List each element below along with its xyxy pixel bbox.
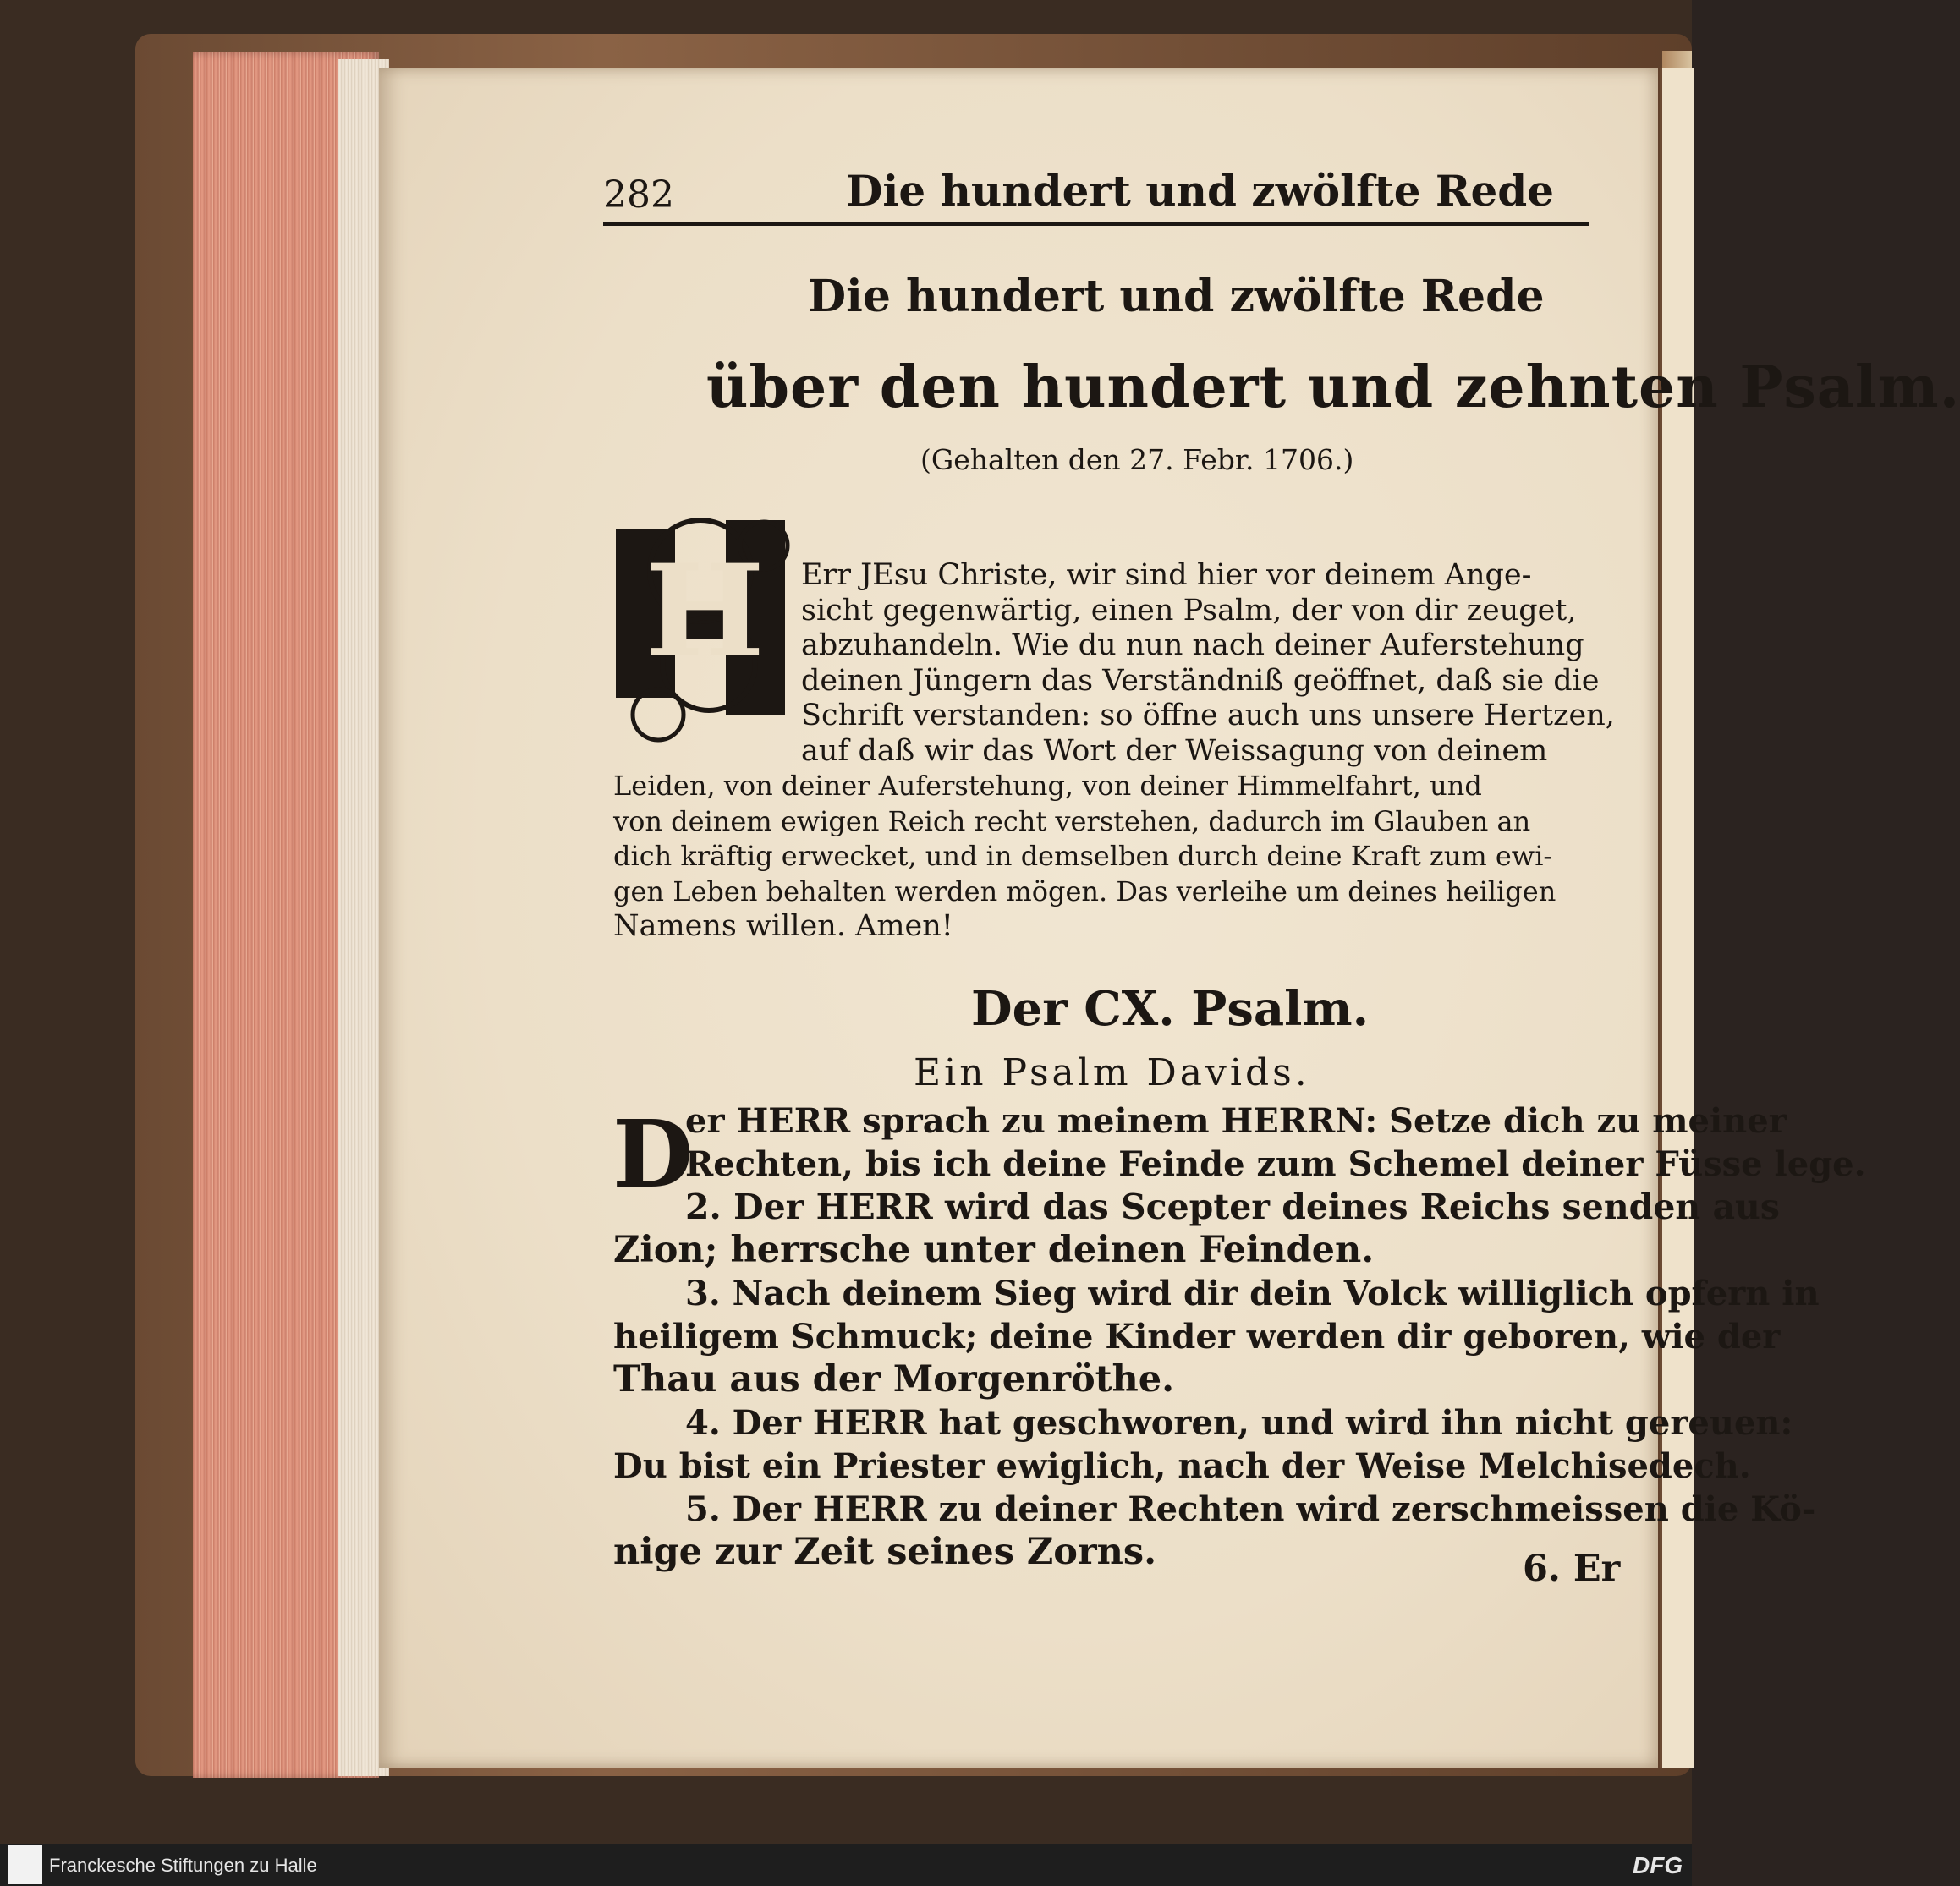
verse-line: 4. Der HERR hat geschworen, und wird ihn nicht gereuen: bbox=[685, 1403, 1793, 1443]
verse-line: Rechten, bis ich deine Feinde zum Schemel deiner Füsse lege. bbox=[685, 1144, 1866, 1184]
dfg-logo: DFG bbox=[1633, 1852, 1683, 1878]
chapter-title-text: Die hundert und zwölfte Rede bbox=[808, 271, 1545, 322]
prayer-line: Leiden, von deiner Auferstehung, von deiner Himmelfahrt, und bbox=[613, 770, 1482, 802]
verse-line: heiligem Schmuck; deine Kinder werden dir geboren, wie der bbox=[613, 1317, 1781, 1357]
institution-name: Franckesche Stiftungen zu Halle bbox=[49, 1855, 317, 1876]
verse-line: 2. Der HERR wird das Scepter deines Reichs senden aus bbox=[685, 1187, 1780, 1227]
opening-prayer bbox=[613, 558, 1615, 945]
verse-line: Thau aus der Morgenröthe. bbox=[613, 1358, 1175, 1401]
prayer-line: deinen Jüngern das Verständniß geöffnet, daß sie die bbox=[801, 663, 1600, 698]
svg-text:H: H bbox=[645, 537, 765, 686]
psalm-subheading: Ein Psalm Davids. bbox=[914, 1051, 1310, 1094]
verse-line: nige zur Zeit seines Zorns. bbox=[613, 1531, 1157, 1573]
chapter-subtitle: über den hundert und zehnten Psalm. bbox=[706, 354, 1960, 421]
prayer-line: abzuhandeln. Wie du nun nach deiner Auferstehung bbox=[801, 628, 1584, 662]
verse-line: Zion; herrsche unter deinen Feinden. bbox=[613, 1229, 1375, 1271]
page-number: 282 bbox=[603, 173, 674, 217]
prayer-line: Namens willen. Amen! bbox=[613, 909, 953, 943]
psalm-heading: Der CX. Psalm. bbox=[971, 981, 1370, 1037]
catchword: 6. Er bbox=[1523, 1548, 1621, 1590]
prayer-line: dich kräftig erwecket, und in demselben durch deine Kraft zum ewi- bbox=[613, 840, 1553, 872]
prayer-line: Schrift verstanden: so öffne auch uns unsere Hertzen, bbox=[801, 699, 1615, 732]
prayer-line: gen Leben behalten werden mögen. Das verleihe um deines heiligen bbox=[613, 874, 1556, 907]
verse-line: 5. Der HERR zu deiner Rechten wird zerschmeissen die Kö- bbox=[685, 1489, 1816, 1529]
header-rule bbox=[603, 222, 1589, 226]
prayer-line: von deinem ewigen Reich recht verstehen, dadurch im Glauben an bbox=[613, 804, 1531, 837]
sermon-date: (Gehalten den 27. Febr. 1706.) bbox=[920, 443, 1354, 476]
prayer-line: Err JEsu Christe, wir sind hier vor deinem Ange- bbox=[801, 558, 1532, 592]
verse-initial: D bbox=[612, 1099, 694, 1209]
prayer-line: auf daß wir das Wort der Weissagung von deinem bbox=[801, 733, 1548, 768]
verse-line: er HERR sprach zu meinem HERRN: Setze dich zu meiner bbox=[685, 1101, 1787, 1141]
running-head: Die hundert und zwölfte Rede bbox=[846, 166, 1555, 216]
institution-logo-icon bbox=[8, 1845, 42, 1884]
psalm-verses bbox=[613, 1099, 1866, 1574]
verse-line: Du bist ein Priester ewiglich, nach der Weise Melchisedech. bbox=[613, 1446, 1751, 1486]
prayer-line: sicht gegenwärtig, einen Psalm, der von dir zeuget, bbox=[801, 593, 1577, 628]
verse-line: 3. Nach deinem Sieg wird dir dein Volck williglich opfern in bbox=[685, 1274, 1820, 1313]
